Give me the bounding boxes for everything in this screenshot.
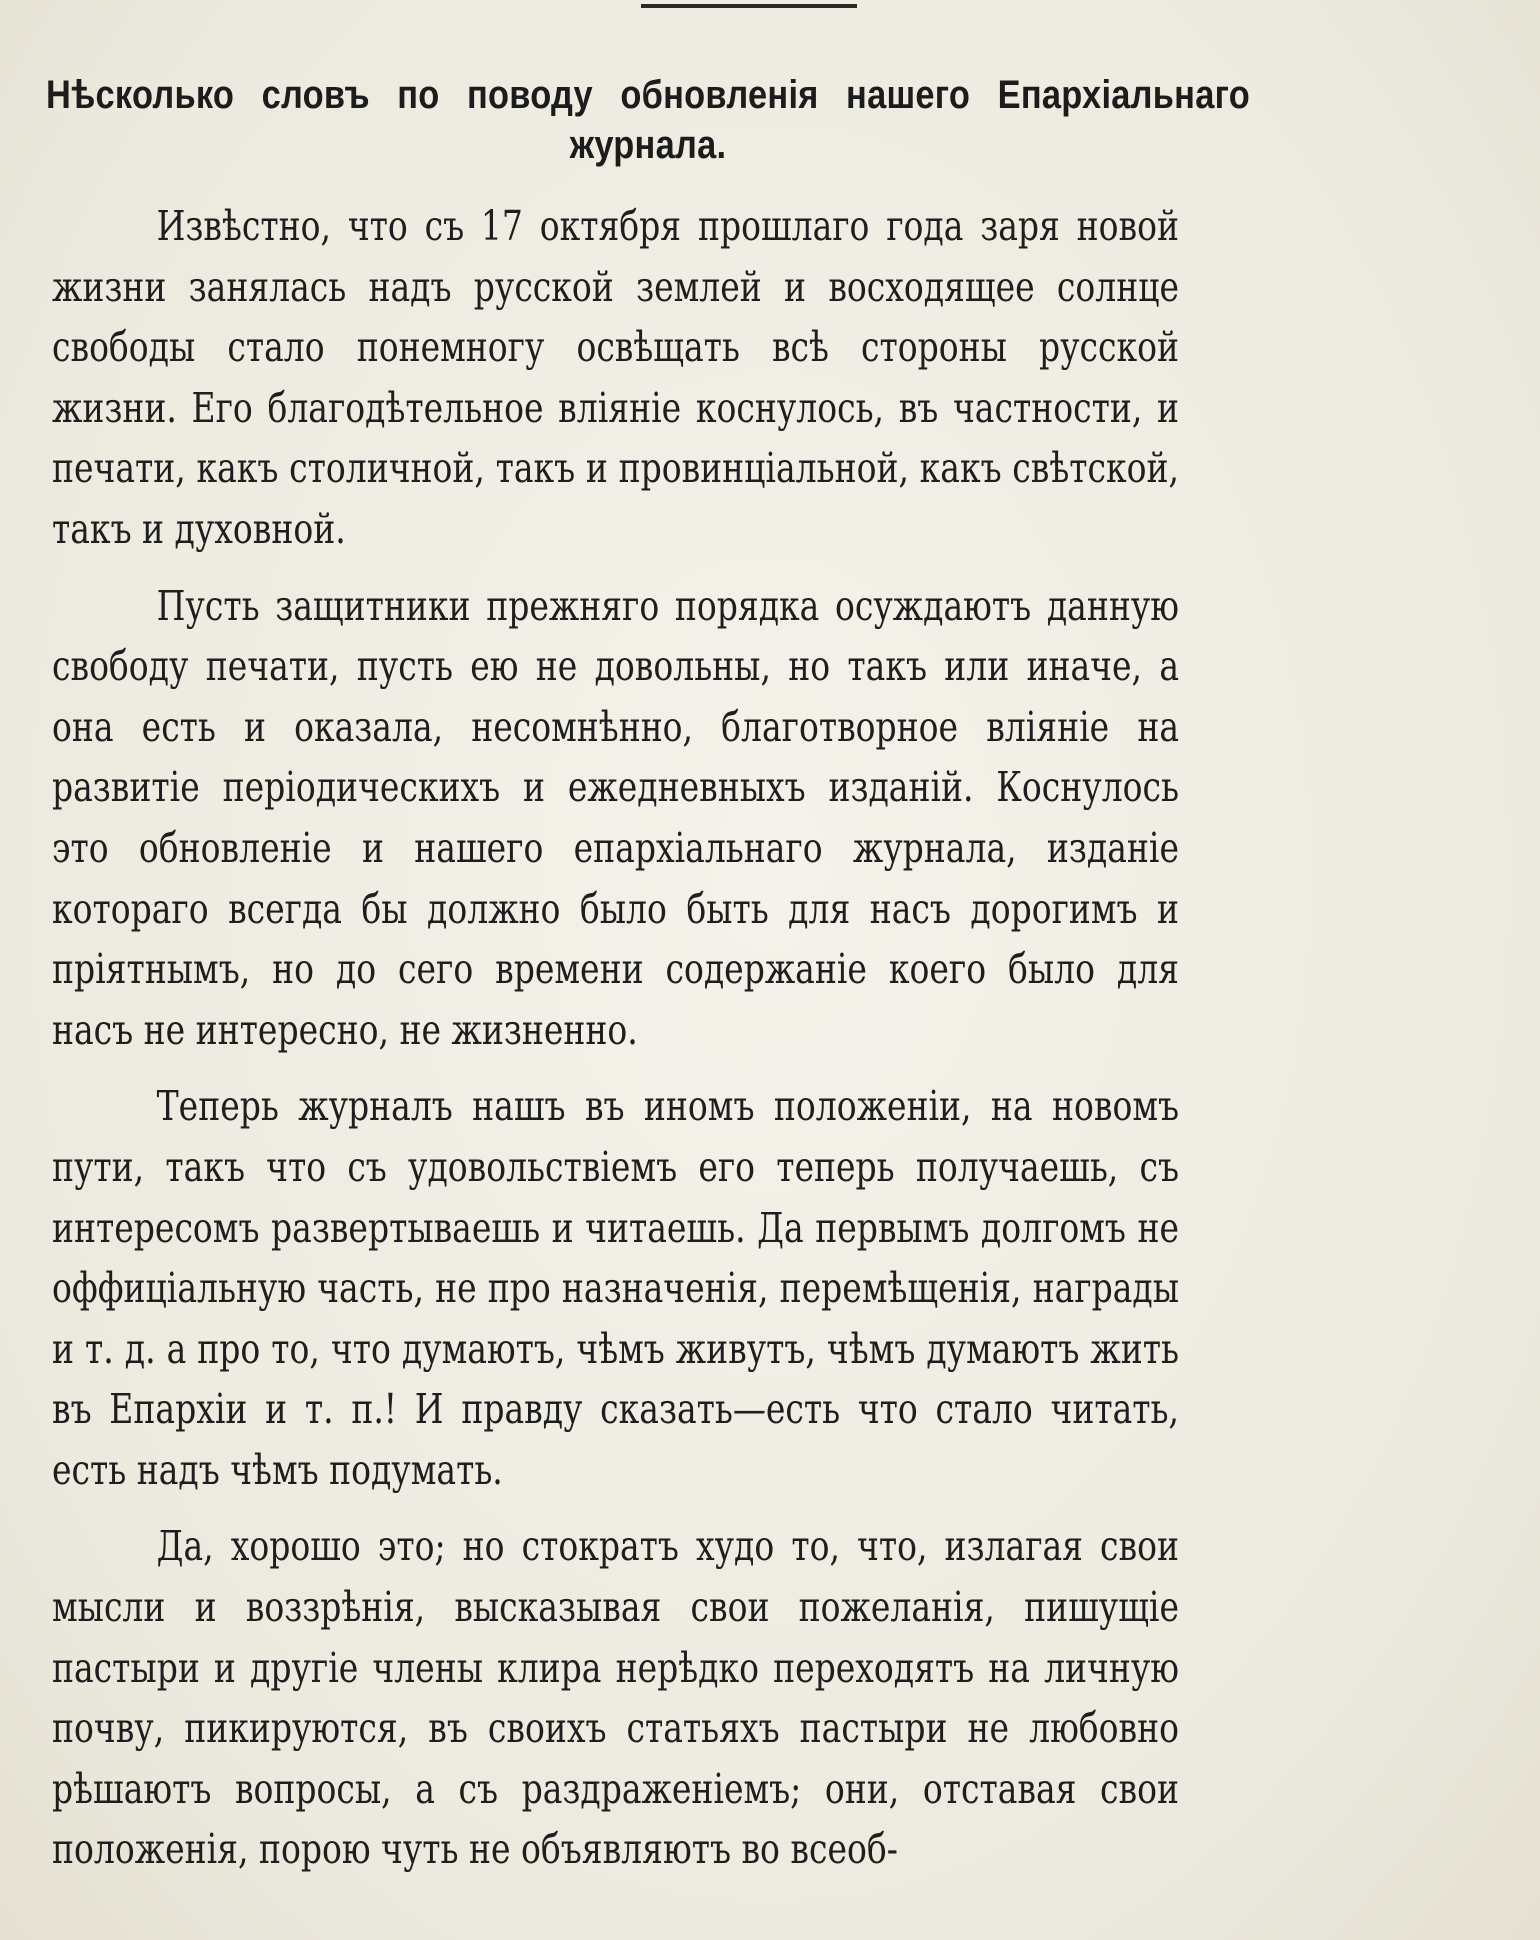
- paragraph-3: Теперь журналъ нашъ въ иномъ положеніи, на новомъ пути, такъ что съ удовольствіемъ его теперь получаешь, съ интересомъ развертываешь и читаешь. Да первымъ долгомъ не оффиціальную часть, не про назначенія, перемѣщенія, награды и т. д. а про то, что думаютъ, чѣмъ живутъ, чѣмъ думаютъ жить въ Епархіи и т. п.! И правду сказать—есть что стало читать, есть надъ чѣмъ подумать.: [52, 1082, 1179, 1494]
- separator-rule: [641, 4, 857, 8]
- paragraph-1: Извѣстно, что съ 17 октября прошлаго года заря новой жизни занялась надъ русской землей и восходящее солнце свободы стало понемногу освѣщать всѣ стороны русской жизни. Его благодѣтельное вліяніе коснулось, въ частности, и печати, какъ столичной, такъ и провинціальной, какъ свѣтской, такъ и духовной.: [52, 202, 1179, 553]
- article-title: Нѣсколько словъ по поводу обновленія нашего Епархіальнаго журнала.: [46, 73, 1250, 167]
- article-body: [52, 196, 1179, 1880]
- paragraph-2: Пусть защитники прежняго порядка осуждаютъ данную свободу печати, пусть ею не довольны, но такъ или иначе, а она есть и оказала, несомнѣнно, благотворное вліяніе на развитіе періодическихъ и ежедневныхъ изданій. Коснулось это обновленіе и нашего епархіальнаго журнала, изданіе котораго всегда бы должно было быть для насъ дорогимъ и пріятнымъ, но до сего времени содержаніе коего было для насъ не интересно, не жизненно.: [52, 581, 1179, 1054]
- paragraph-4: Да, хорошо это; но стократъ худо то, что, излагая свои мысли и воззрѣнія, высказывая свои пожеланія, пишущіе пастыри и другіе члены клира нерѣдко переходятъ на личную почву, пикируются, въ своихъ статьяхъ пастыри не любовно рѣшаютъ вопросы, а съ раздраженіемъ; они, отставая свои положенія, порою чуть не объявляютъ во всеоб-: [52, 1522, 1179, 1874]
